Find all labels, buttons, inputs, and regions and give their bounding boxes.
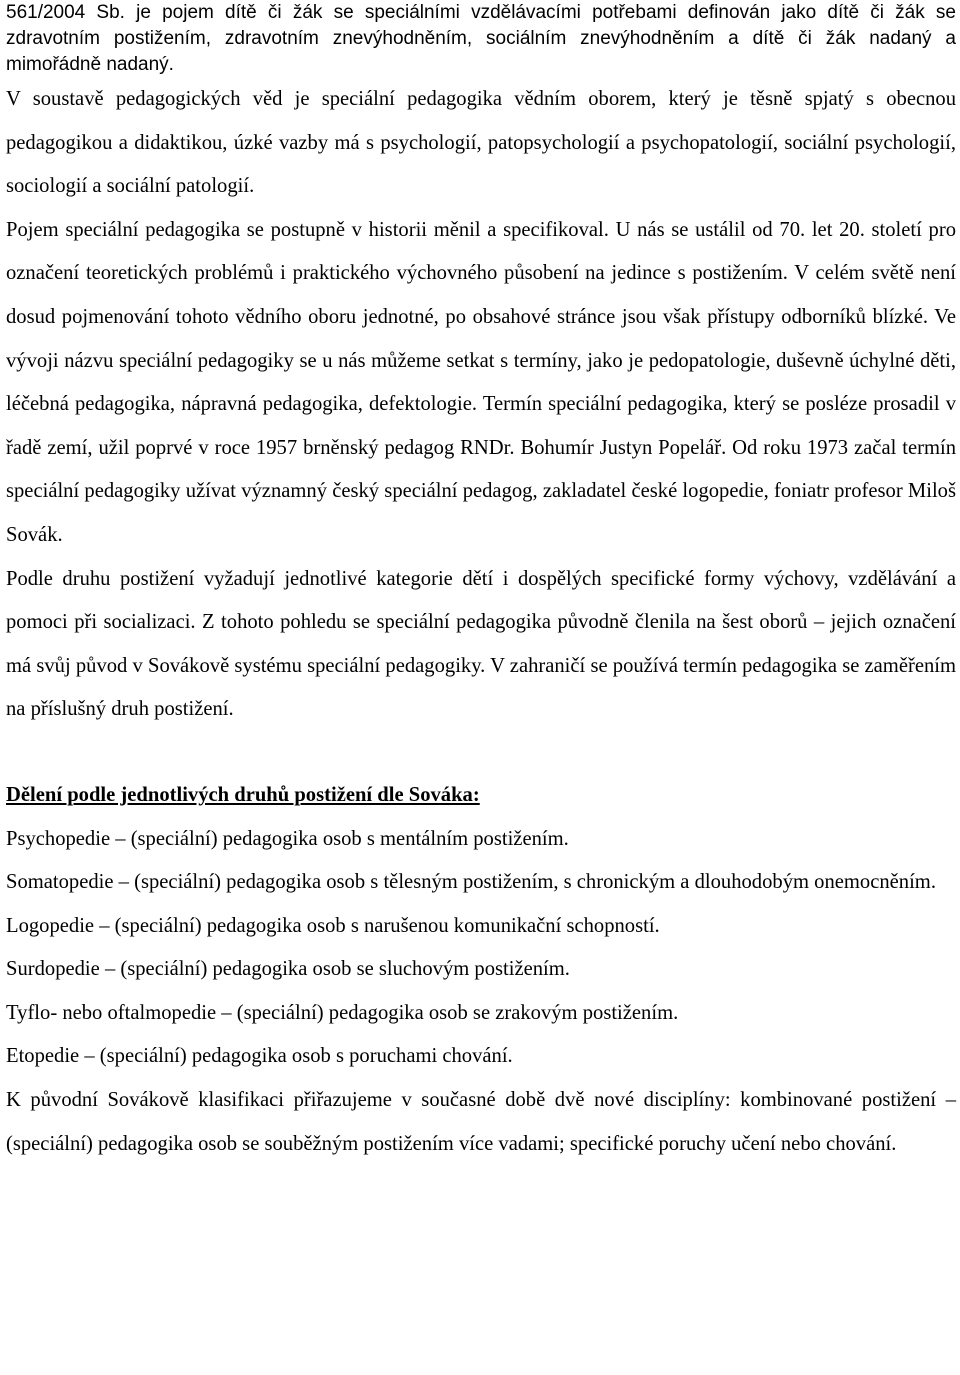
- list-item-new-disciplines: K původní Sovákově klasifikaci přiřazujeme v současné době dvě nové disciplíny: kombinované postižení – (speciální) pedagogika osob se souběžným postižením více vadami; specifické poruchy učení nebo chování.: [6, 1089, 956, 1155]
- paragraph-definition: V soustavě pedagogických věd je speciální pedagogika vědním oborem, který je těsně spjatý s obecnou pedagogikou a didaktikou, úzké vazby má s psychologií, patopsychologií a psychopatologií, sociální psychologií, sociologií a sociální patologií.: [6, 88, 956, 198]
- intro-paragraph: 561/2004 Sb. je pojem dítě či žák se speciálními vzdělávacími potřebami definován jako dítě či žák se zdravotním postižením, zdravotním znevýhodněním, sociálním znevýhodněním a dítě či žák nadaný a mimořádně nadaný.: [6, 2, 956, 75]
- list-item-surdopedie: Surdopedie – (speciální) pedagogika osob se sluchovým postižením.: [6, 958, 570, 981]
- list-item-etopedie: Etopedie – (speciální) pedagogika osob s poruchami chování.: [6, 1045, 513, 1068]
- list-item-tyflopedie: Tyflo- nebo oftalmopedie – (speciální) pedagogika osob se zrakovým postižením.: [6, 1001, 679, 1024]
- paragraph-history: Pojem speciální pedagogika se postupně v historii měnil a specifikoval. U nás se ustálil od 70. let 20. století pro označení teoretických problémů i praktického výchovného působení na jedince s postižením. V celém světě není dosud pojmenování tohoto vědního oboru jednotné, po obsahové stránce jsou však přístupy odborníků blízké. Ve vývoji názvu speciální pedagogiky se u nás můžeme setkat s termíny, jako je pedopatologie, duševně úchylné děti, léčebná pedagogika, nápravná pedagogika, defektologie. Termín speciální pedagogika, který se posléze prosadil v řadě zemí, užil poprvé v roce 1957 brněnský pedagog RNDr. Bohumír Justyn Popelář. Od roku 1973 začal termín speciální pedagogiky užívat významný český speciální pedagog, zakladatel české logopedie, foniatr profesor Miloš Sovák.: [6, 218, 956, 546]
- list-item-psychopedie: Psychopedie – (speciální) pedagogika osob s mentálním postižením.: [6, 827, 569, 850]
- paragraph-categories: Podle druhu postižení vyžadují jednotlivé kategorie dětí i dospělých specifické formy výchovy, vzdělávání a pomoci při socializaci. Z tohoto pohledu se speciální pedagogika původně členila na šest oborů – jejich označení má svůj původ v Sovákově systému speciální pedagogiky. V zahraničí se používá termín pedagogika se zaměřením na příslušný druh postižení.: [6, 567, 956, 721]
- list-item-logopedie: Logopedie – (speciální) pedagogika osob s narušenou komunikační schopností.: [6, 914, 660, 937]
- section-heading: Dělení podle jednotlivých druhů postižení dle Sováka:: [6, 783, 480, 806]
- list-item-somatopedie: Somatopedie – (speciální) pedagogika osob s tělesným postižením, s chronickým a dlouhodobým onemocněním.: [6, 871, 936, 894]
